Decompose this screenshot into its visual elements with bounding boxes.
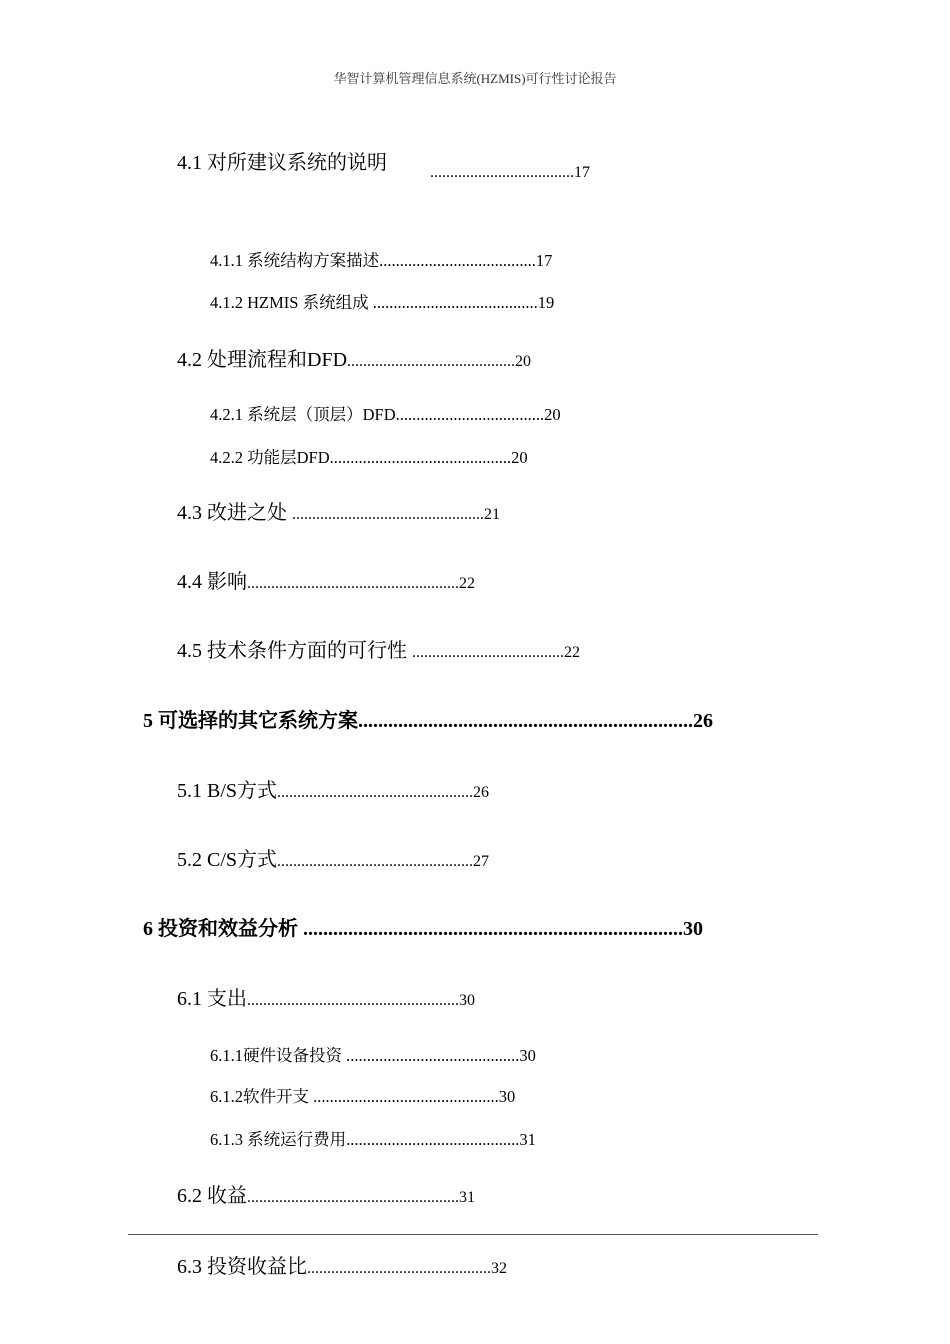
toc-entry-title: 5 可选择的其它系统方案 [143,710,358,732]
toc-leader-dots: .......................................... [346,1046,520,1065]
toc-entry-4-5[interactable] [177,634,580,663]
toc-entry-4-3[interactable] [177,496,500,525]
toc-leader-dots: ..................................................... [247,1189,459,1206]
toc-page-number: 26 [693,710,713,732]
toc-entry-title: 4.2.1 系统层（顶层）DFD [210,405,396,424]
toc-page-number: 31 [519,1130,536,1149]
toc-leader-dots: ...................................... [412,644,564,661]
toc-entry-6-1-1[interactable] [210,1042,536,1066]
toc-entry-4-2-2[interactable] [210,444,528,468]
toc-entry-title: 4.1 对所建议系统的说明 [177,152,387,174]
toc-entry-title: 5.2 C/S方式 [177,849,278,871]
toc-entry-4-1-2[interactable] [210,289,554,313]
toc-leader-dots: .......................................... [346,1130,520,1149]
toc-entry-title: 4.3 改进之处 [177,502,292,524]
toc-leader-dots: ................................................. [277,853,474,870]
toc-entry-title: 6.3 投资收益比 [177,1256,307,1278]
toc-entry-6-1[interactable] [177,982,475,1011]
toc-entry-title: 6 投资和效益分析 [143,918,303,940]
toc-leader-dots: ........................................ [372,293,538,312]
toc-page-number: 27 [473,853,490,870]
toc-entry-4-1[interactable] [177,146,387,175]
toc-entry-6-2[interactable] [177,1179,475,1208]
toc-entry-title: 4.2.2 功能层DFD [210,448,330,467]
page-footer-rule [128,1234,818,1235]
toc-page-number: 17 [535,251,553,270]
toc-leader-dots: ............................................ [329,448,512,467]
toc-page-number: 20 [544,405,561,424]
toc-page-number: 26 [473,784,490,801]
toc-entry-4-1-1[interactable] [210,247,552,271]
toc-entry-title: 4.2 处理流程和DFD [177,349,348,371]
running-header: 华智计算机管理信息系统(HZMIS)可行性讨论报告 [333,71,617,86]
toc-entry-5[interactable] [143,704,713,733]
toc-page-number: 17 [574,164,590,181]
toc-entry-4-2[interactable] [177,343,531,372]
toc-leader-dots: ............................................................................ [303,918,683,940]
toc-leader-dots: .............................................. [307,1260,491,1277]
toc-leader-dots: ................................................. [277,784,474,801]
toc-entry-6-3[interactable] [177,1250,507,1279]
toc-leader-dots: ................................................ [292,506,484,523]
toc-entry-title: 4.5 技术条件方面的可行性 [177,640,412,662]
toc-entry-title: 4.1.2 HZMIS 系统组成 [210,293,373,312]
toc-page-number: 20 [511,448,528,467]
toc-entry-title: 4.4 影响 [177,571,247,593]
toc-page-number: 30 [683,918,703,940]
toc-entry-6[interactable] [143,912,703,941]
toc-page-number: 21 [484,506,500,523]
toc-page-number: 20 [515,353,532,370]
toc-page-number: 31 [459,1189,475,1206]
toc-entry-title: 6.2 收益 [177,1185,247,1207]
toc-leader-dots: ................................................................... [358,710,693,732]
toc-leader-dots: ............................................. [313,1087,499,1106]
toc-entry-title: 5.1 B/S方式 [177,780,278,802]
toc-entry-4-2-1[interactable] [210,401,561,425]
toc-entry-title: 6.1.3 系统运行费用 [210,1130,347,1149]
toc-leader-dots: ..................................................... [247,992,459,1009]
toc-page-number: 19 [537,293,555,312]
toc-leader-dots: ..................................................... [247,575,459,592]
toc-page-number: 30 [519,1046,536,1065]
toc-entry-6-1-3[interactable] [210,1126,536,1150]
toc-entry-title: 6.1.2软件开支 [210,1087,314,1106]
toc-page-number: 32 [491,1260,507,1277]
toc-leader-dots: .................................... [430,164,574,181]
toc-entry-4-1-leader[interactable] [430,164,590,182]
toc-entry-title: 6.1 支出 [177,988,247,1010]
toc-page-number: 22 [564,644,580,661]
toc-entry-title: 6.1.1硬件设备投资 [210,1046,347,1065]
toc-entry-6-1-2[interactable] [210,1083,515,1107]
toc-leader-dots: ...................................... [379,251,536,270]
toc-leader-dots: .................................... [395,405,545,424]
toc-page-number: 30 [459,992,475,1009]
toc-entry-5-1[interactable] [177,774,489,803]
toc-page-number: 22 [459,575,475,592]
toc-page-number: 30 [498,1087,516,1106]
toc-entry-5-2[interactable] [177,843,489,872]
toc-entry-4-4[interactable] [177,565,475,594]
toc-entry-title: 4.1.1 系统结构方案描述 [210,251,380,270]
toc-leader-dots: .......................................... [347,353,516,370]
